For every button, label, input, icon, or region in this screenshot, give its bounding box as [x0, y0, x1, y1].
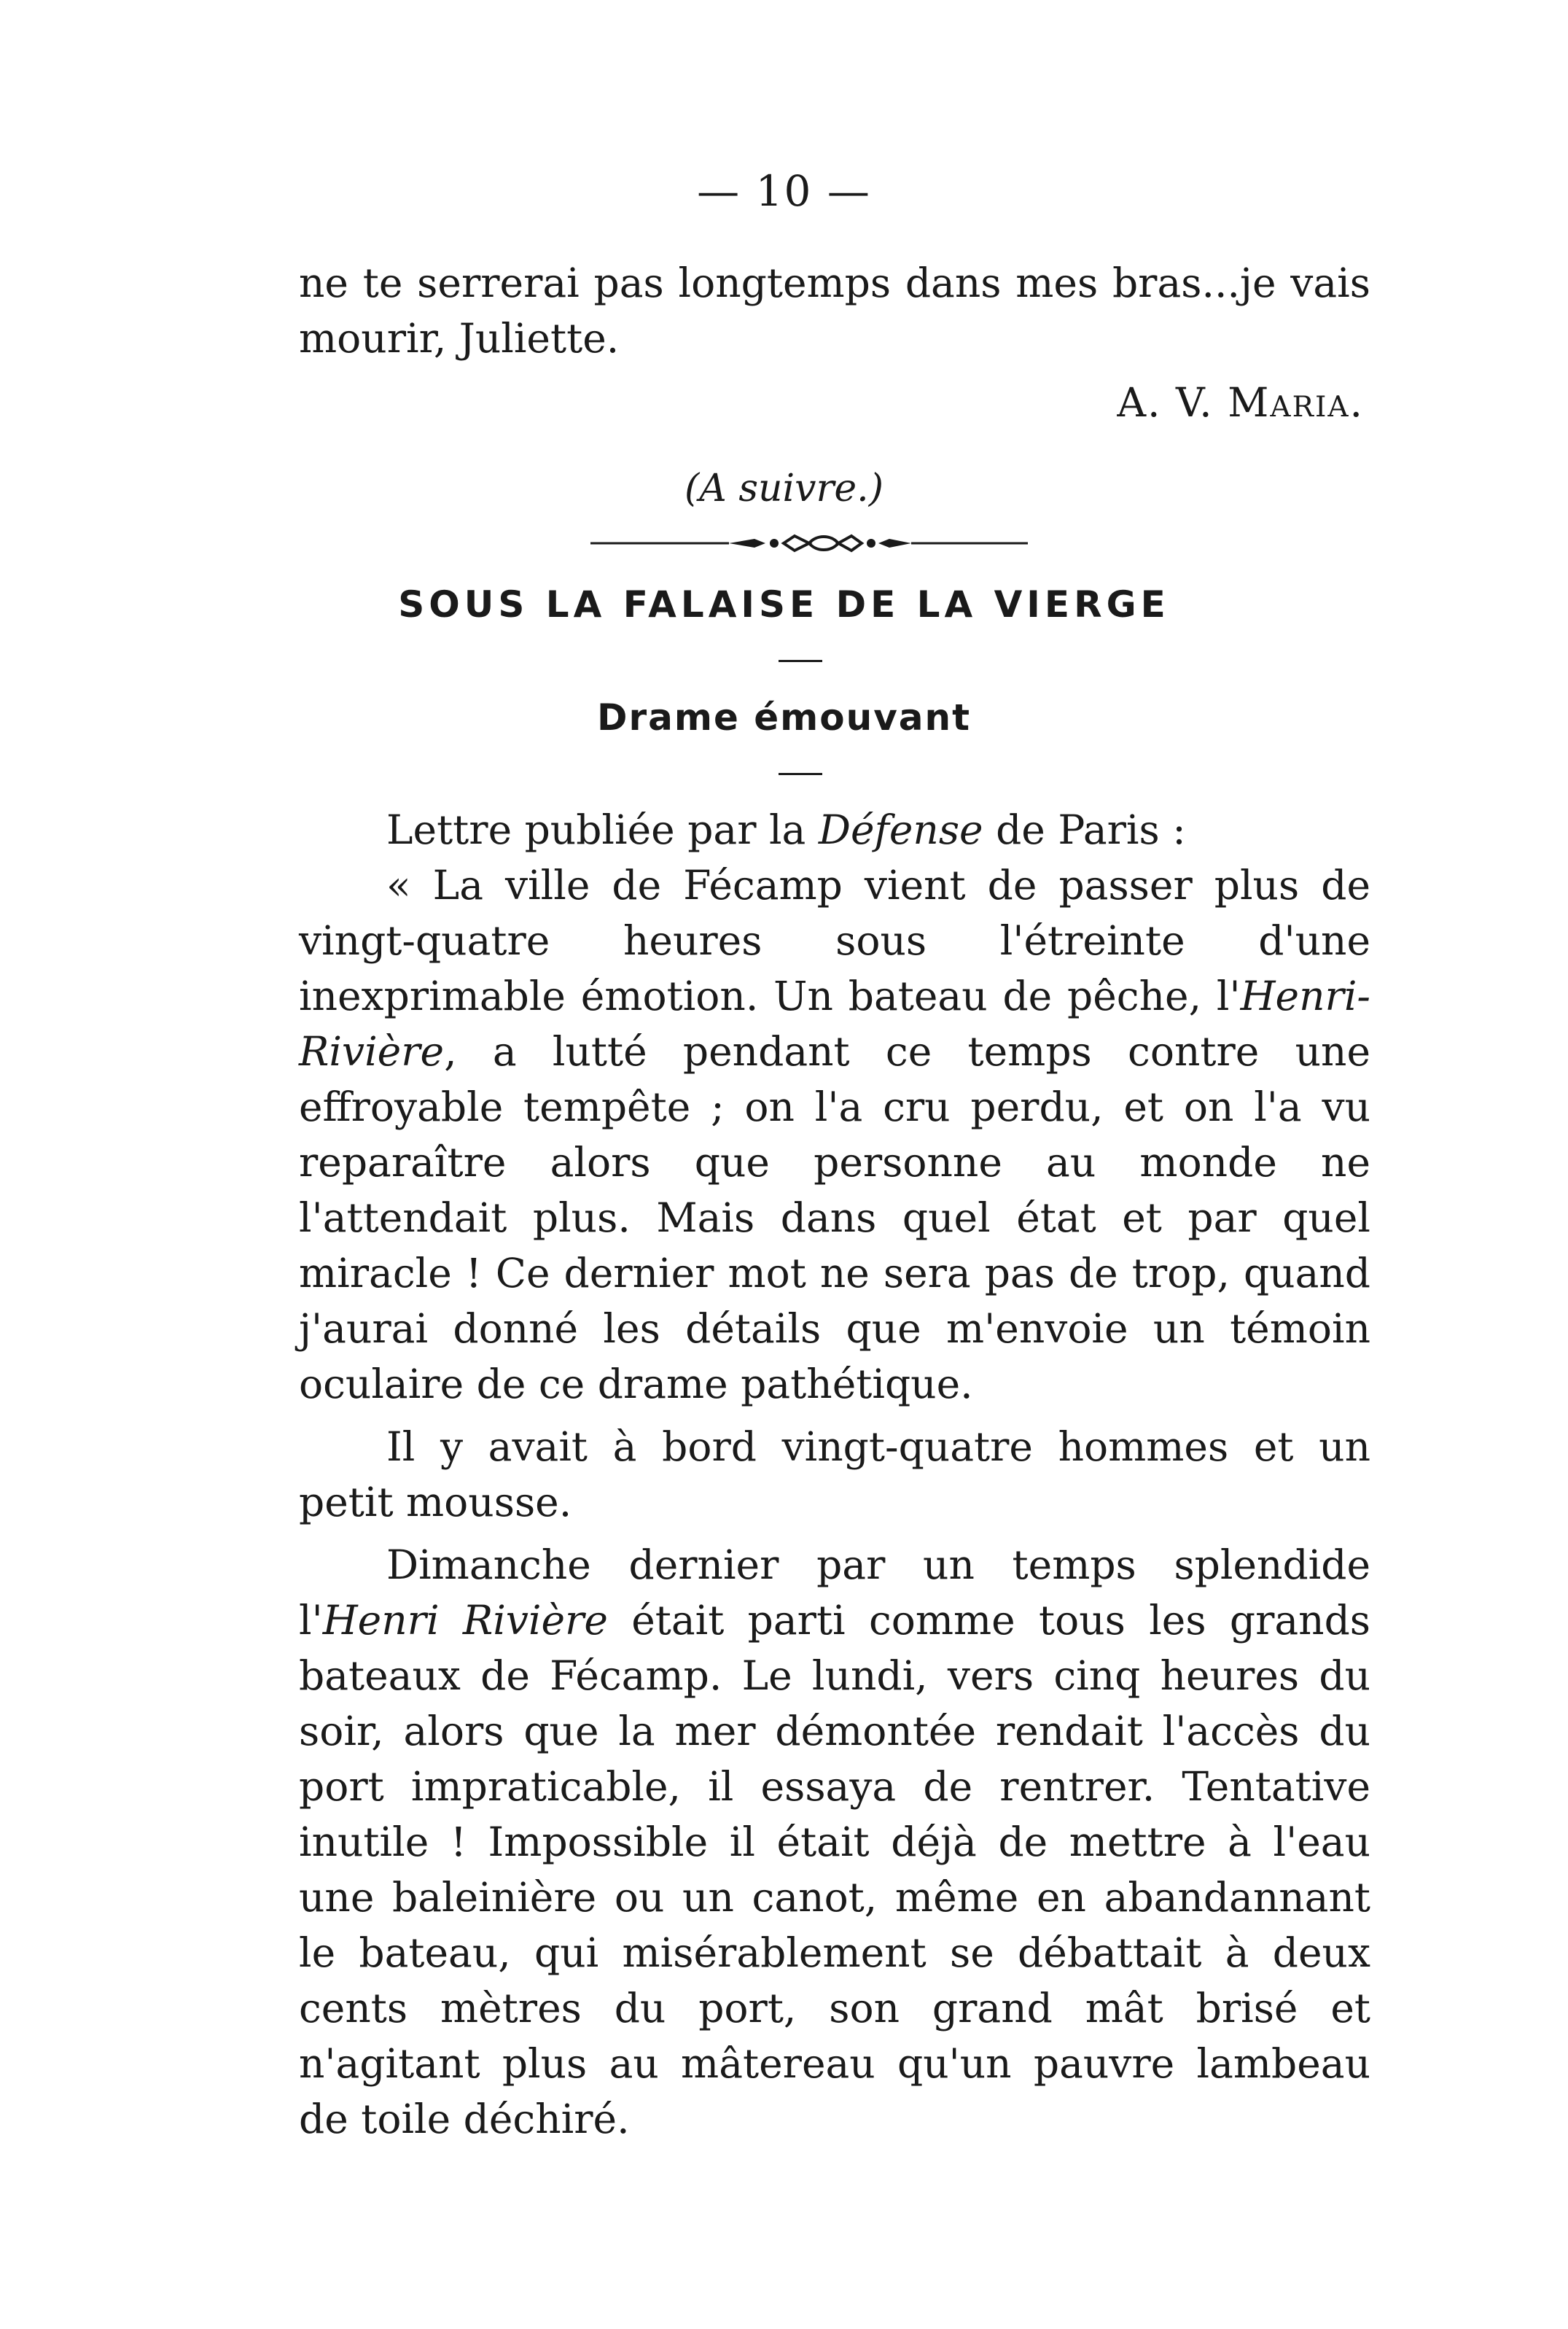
paragraph-1-boat-name: Henri-Rivière: [299, 973, 1370, 1075]
paragraph-3-part-2: était parti comme tous les grands bateaux de Fécamp. Le lundi, vers cinq heures du soir, alors que la mer démontée rendait l'accès du port impraticable, il essaya de rentrer. Tentative inutile ! Impossible il était déjà de mettre à l'eau une baleinière ou un canot, même en abandannant le bateau, qui misérablement se débattait à deux cents mètres du port, son grand mât brisé et n'agitant plus au mâtereau qu'un pauvre lambeau de toile déchiré.: [299, 1597, 1371, 2142]
paragraph-3-part-1: Dimanche dernier par un temps splendide l': [299, 1541, 1370, 1644]
section-title: SOUS LA FALAISE DE LA VIERGE: [398, 583, 1170, 626]
intro-before: Lettre publiée par la: [386, 806, 819, 853]
intro-newspaper: Défense: [818, 806, 983, 853]
page-number: — 10 —: [697, 166, 871, 216]
paragraph-1-part-1: « La ville de Fécamp vient de passer plus de vingt-quatre heures sous l'étreinte d'une inexprimable émotion. Un bateau de pêche, l': [299, 862, 1370, 1019]
signature-name: Maria.: [1228, 379, 1364, 426]
article-body: [299, 802, 1370, 2147]
title-dash-top: [779, 660, 822, 662]
paragraph-3-boat-name: Henri Rivière: [322, 1597, 608, 1644]
signature-initials: A. V.: [1117, 379, 1228, 426]
continuation-text: ne te serrerai pas longtemps dans mes bras...je vais mourir, Juliette.: [299, 260, 1370, 362]
ornament-divider: [590, 529, 1028, 558]
to-be-continued: (A suivre.): [684, 467, 884, 510]
author-signature: [1117, 379, 1364, 426]
section-subtitle: Drame émouvant: [596, 696, 972, 739]
paragraph-1-part-2: , a lutté pendant ce temps contre une effroyable tempête ; on l'a cru perdu, et on l'a vu reparaître alors que personne au monde ne l'attendait plus. Mais dans quel état et par quel miracle ! Ce dernier mot ne sera pas de trop, quand j'aurai donné les détails que m'envoie un témoin oculaire de ce drame pathétique.: [299, 1028, 1370, 1407]
paragraph-2: Il y avait à bord vingt-quatre hommes et un petit mousse.: [299, 1423, 1370, 1525]
paragraph-3: [299, 1537, 1370, 2147]
intro-after: de Paris :: [983, 806, 1186, 853]
intro-line: [299, 802, 1370, 858]
continuation-block: [299, 255, 1370, 366]
paragraph-1: [299, 858, 1370, 1412]
title-dash-bottom: [779, 773, 822, 775]
